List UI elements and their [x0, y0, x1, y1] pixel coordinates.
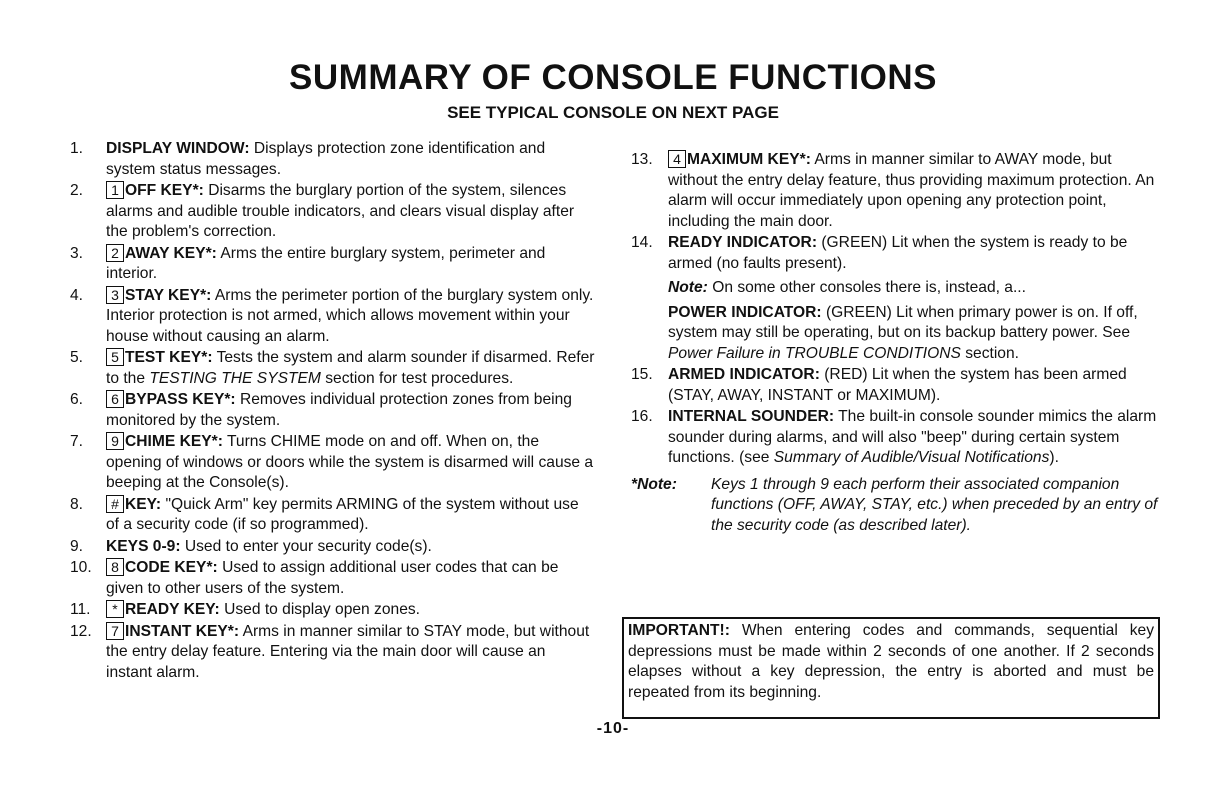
- list-item: 11. * READY KEY: Used to display open zones.: [70, 601, 421, 618]
- list-item: 3. 2 AWAY KEY*: Arms the entire burglary system, perimeter and interior.: [70, 244, 546, 282]
- key-5-icon: 5: [106, 348, 124, 366]
- list-item: 14. READY INDICATOR: (GREEN) Lit when the system is ready to be armed (no faults present). Note: On some other consoles there is, instead, a... POWER INDICATOR: (GREEN) Lit when primary power is on. If off, system may still be operating, but on its backup battery power. See Power Failure in TROUBLE CONDITIONS section.: [631, 233, 1161, 364]
- right-column: [631, 150, 1161, 536]
- list-item: 7. 9 CHIME KEY*: Turns CHIME mode on and off. When on, the opening of windows or doors while the system is disarmed will cause a beeping at the Console(s).: [70, 433, 594, 491]
- list-item: 6. 6 BYPASS KEY*: Removes individual protection zones from being monitored by the system.: [70, 391, 572, 429]
- list-item: 2. 1 OFF KEY*: Disarms the burglary portion of the system, silences alarms and audible trouble indicators, and clears visual display after the problem's correction.: [70, 182, 575, 240]
- footnote: *Note: Keys 1 through 9 each perform their associated companion functions (OFF, AWAY, STAY, etc.) when preceded by an entry of the security code (as described later).: [631, 475, 1158, 534]
- list-item: 10. 8 CODE KEY*: Used to assign additional user codes that can be given to other users of the system.: [70, 559, 559, 597]
- page-title: SUMMARY OF CONSOLE FUNCTIONS: [289, 58, 937, 97]
- important-box: IMPORTANT!: When entering codes and commands, sequential key depressions must be made within 2 seconds of one another. If 2 seconds elapses without a key depression, the entry is aborted and must be repeated from its beginning.: [622, 617, 1160, 719]
- key-star-icon: *: [106, 600, 124, 618]
- key-8-icon: 8: [106, 558, 124, 576]
- key-6-icon: 6: [106, 390, 124, 408]
- list-item: 15. ARMED INDICATOR: (RED) Lit when the system has been armed (STAY, AWAY, INSTANT or MAXIMUM).: [631, 366, 1127, 404]
- key-hash-icon: #: [106, 495, 124, 513]
- list-item: 16. INTERNAL SOUNDER: The built-in console sounder mimics the alarm sounder during alarms, and will also "beep" during certain system functions. (see Summary of Audible/Visual Notifications).: [631, 408, 1157, 466]
- key-1-icon: 1: [106, 181, 124, 199]
- key-3-icon: 3: [106, 286, 124, 304]
- page-number: -10-: [596, 720, 630, 737]
- list-item: 9. KEYS 0-9: Used to enter your security code(s).: [70, 537, 432, 555]
- list-item: 4. 3 STAY KEY*: Arms the perimeter portion of the burglary system only. Interior protection is not armed, which allows movement within your house without causing an alarm.: [70, 286, 594, 345]
- key-9-icon: 9: [106, 432, 124, 450]
- list-item: 12. 7 INSTANT KEY*: Arms in manner similar to STAY mode, but without the entry delay feature. Entering via the main door will cause an instant alarm.: [70, 622, 590, 681]
- key-2-icon: 2: [106, 244, 124, 262]
- note-paragraph: Note: On some other consoles there is, instead, a...: [668, 279, 1026, 296]
- list-item: 13. 4 MAXIMUM KEY*: Arms in manner similar to AWAY mode, but without the entry delay feature, thus providing maximum protection. An alarm will occur immediately upon opening any protection point, including the main door.: [631, 151, 1155, 230]
- list-item: 8. # KEY: "Quick Arm" key permits ARMING of the system without use of a security code (if so programmed).: [70, 495, 579, 533]
- left-column: [70, 139, 595, 683]
- key-7-icon: 7: [106, 622, 124, 640]
- key-4-icon: 4: [668, 150, 686, 168]
- list-item: 5. 5 TEST KEY*: Tests the system and alarm sounder if disarmed. Refer to the TESTING THE SYSTEM section for test procedures.: [70, 349, 595, 387]
- page-subtitle: SEE TYPICAL CONSOLE ON NEXT PAGE: [447, 103, 779, 122]
- power-indicator-paragraph: POWER INDICATOR: (GREEN) Lit when primary power is on. If off, system may still be operating, but on its backup battery power. See Power Failure in TROUBLE CONDITIONS section.: [668, 303, 1138, 362]
- list-item: 1. DISPLAY WINDOW: Displays protection zone identification and system status messages.: [70, 140, 546, 178]
